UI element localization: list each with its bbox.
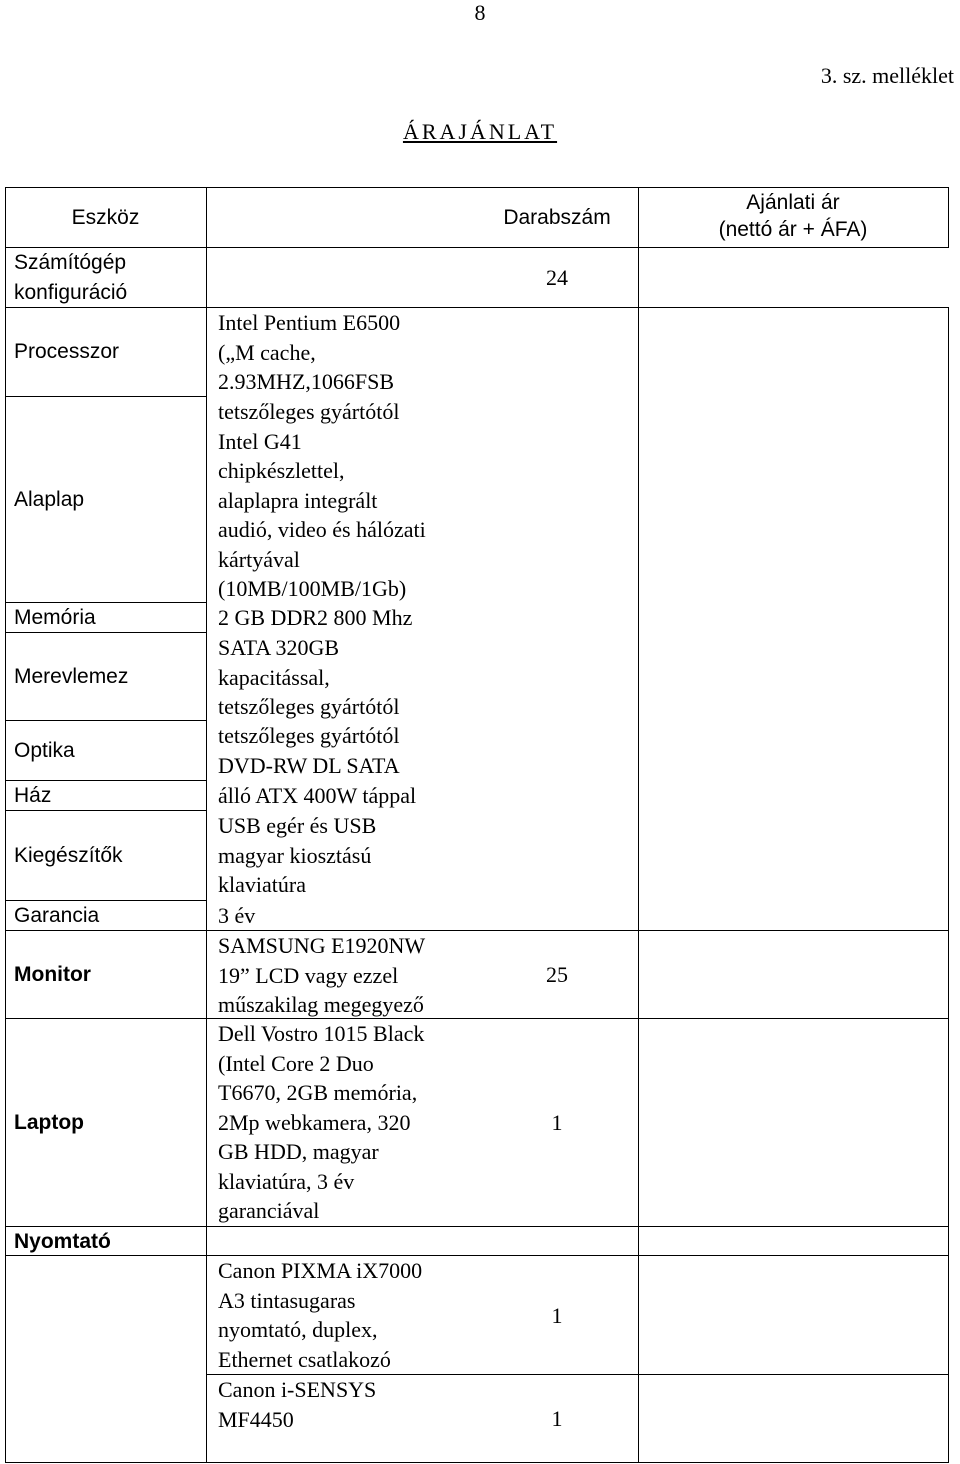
computer-config-label xyxy=(14,248,127,307)
component-desc-optical xyxy=(218,721,400,780)
desc-line: T6670, 2GB memória, xyxy=(218,1080,418,1105)
desc-line: kártyával xyxy=(218,546,300,572)
component-name-memory: Memória xyxy=(14,606,96,629)
desc-line: garanciával xyxy=(218,1198,320,1223)
laptop-desc xyxy=(218,1019,424,1226)
component-desc-motherboard xyxy=(218,397,426,604)
desc-line: alaplapra integrált xyxy=(218,487,378,513)
desc-line: kapacitással, xyxy=(218,664,330,690)
computer-config-label-line1: Számítógép xyxy=(14,251,127,274)
printer-quantity-2: 1 xyxy=(551,1406,563,1431)
printer-label: Nyomtató xyxy=(14,1230,111,1253)
printer-desc-2 xyxy=(218,1375,376,1434)
desc-line: SAMSUNG E1920NW xyxy=(218,933,426,958)
component-desc-processor xyxy=(218,308,400,397)
component-name-warranty: Garancia xyxy=(14,904,100,927)
component-desc-accessories xyxy=(218,811,376,900)
desc-line: 2 GB DDR2 800 Mhz xyxy=(218,605,413,630)
desc-line: Intel Pentium E6500 xyxy=(218,310,401,335)
desc-line: USB egér és USB xyxy=(218,813,377,838)
computer-quantity: 24 xyxy=(546,265,568,290)
component-name-motherboard: Alaplap xyxy=(14,488,85,511)
desc-line: 2.93MHZ,1066FSB xyxy=(218,369,395,394)
monitor-desc xyxy=(218,931,425,1020)
component-name-optical: Optika xyxy=(14,739,75,762)
desc-line: DVD-RW DL SATA xyxy=(218,752,400,778)
header-price-line2: (nettó ár + ÁFA) xyxy=(718,218,868,241)
component-name-case: Ház xyxy=(14,784,52,807)
desc-line: Dell Vostro 1015 Black xyxy=(218,1021,425,1046)
laptop-quantity: 1 xyxy=(551,1110,563,1135)
monitor-quantity: 25 xyxy=(546,962,568,987)
desc-line: A3 tintasugaras xyxy=(218,1287,356,1313)
computer-config-label-line2: konfiguráció xyxy=(14,280,128,304)
desc-line: Ethernet csatlakozó xyxy=(218,1346,391,1372)
desc-line: klaviatúra, 3 év xyxy=(218,1168,355,1194)
component-name-processor: Processzor xyxy=(14,340,120,363)
desc-line: („M cache, xyxy=(218,339,316,365)
desc-line: Canon i-SENSYS xyxy=(218,1377,377,1402)
desc-line: tetszőleges gyártótól xyxy=(218,723,400,748)
desc-line: SATA 320GB xyxy=(218,635,340,660)
component-desc-warranty xyxy=(218,901,255,931)
header-price xyxy=(638,189,948,243)
desc-line: Intel G41 xyxy=(218,428,302,454)
desc-line: (Intel Core 2 Duo xyxy=(218,1050,374,1076)
desc-line: nyomtató, duplex, xyxy=(218,1317,378,1342)
desc-line: tetszőleges gyártótól xyxy=(218,399,400,424)
header-device: Eszköz xyxy=(71,206,140,229)
laptop-label: Laptop xyxy=(14,1111,84,1134)
document-title: ÁRAJÁNLAT xyxy=(402,119,558,144)
printer-desc-1 xyxy=(218,1256,422,1374)
desc-line: 2Mp webkamera, 320 xyxy=(218,1109,411,1135)
component-desc-hdd xyxy=(218,633,399,722)
desc-line: chipkészlettel, xyxy=(218,458,345,483)
printer-quantity-1: 1 xyxy=(551,1303,563,1328)
desc-line: tetszőleges gyártótól xyxy=(218,694,400,719)
desc-line: 19” LCD vagy ezzel xyxy=(218,962,399,988)
desc-line: Canon PIXMA iX7000 xyxy=(218,1258,423,1283)
desc-line: álló ATX 400W táppal xyxy=(218,783,417,808)
annex-label: 3. sz. melléklet xyxy=(820,63,954,88)
desc-line: GB HDD, magyar xyxy=(218,1139,379,1164)
monitor-label: Monitor xyxy=(14,963,91,986)
desc-line: MF4450 xyxy=(218,1406,294,1432)
page-number: 8 xyxy=(474,0,486,25)
component-desc-memory xyxy=(218,603,412,633)
desc-line: klaviatúra xyxy=(218,872,306,897)
component-desc-case xyxy=(218,781,416,811)
component-name-accessories: Kiegészítők xyxy=(14,844,123,867)
desc-line: 3 év xyxy=(218,903,256,928)
desc-line: audió, video és hálózati xyxy=(218,517,426,542)
header-quantity: Darabszám xyxy=(503,206,611,229)
desc-line: műszakilag megegyező xyxy=(218,992,424,1017)
desc-line: magyar kiosztású xyxy=(218,842,372,868)
header-price-line1: Ajánlati ár xyxy=(746,191,840,214)
desc-line: (10MB/100MB/1Gb) xyxy=(218,576,407,601)
component-name-hdd: Merevlemez xyxy=(14,665,129,688)
